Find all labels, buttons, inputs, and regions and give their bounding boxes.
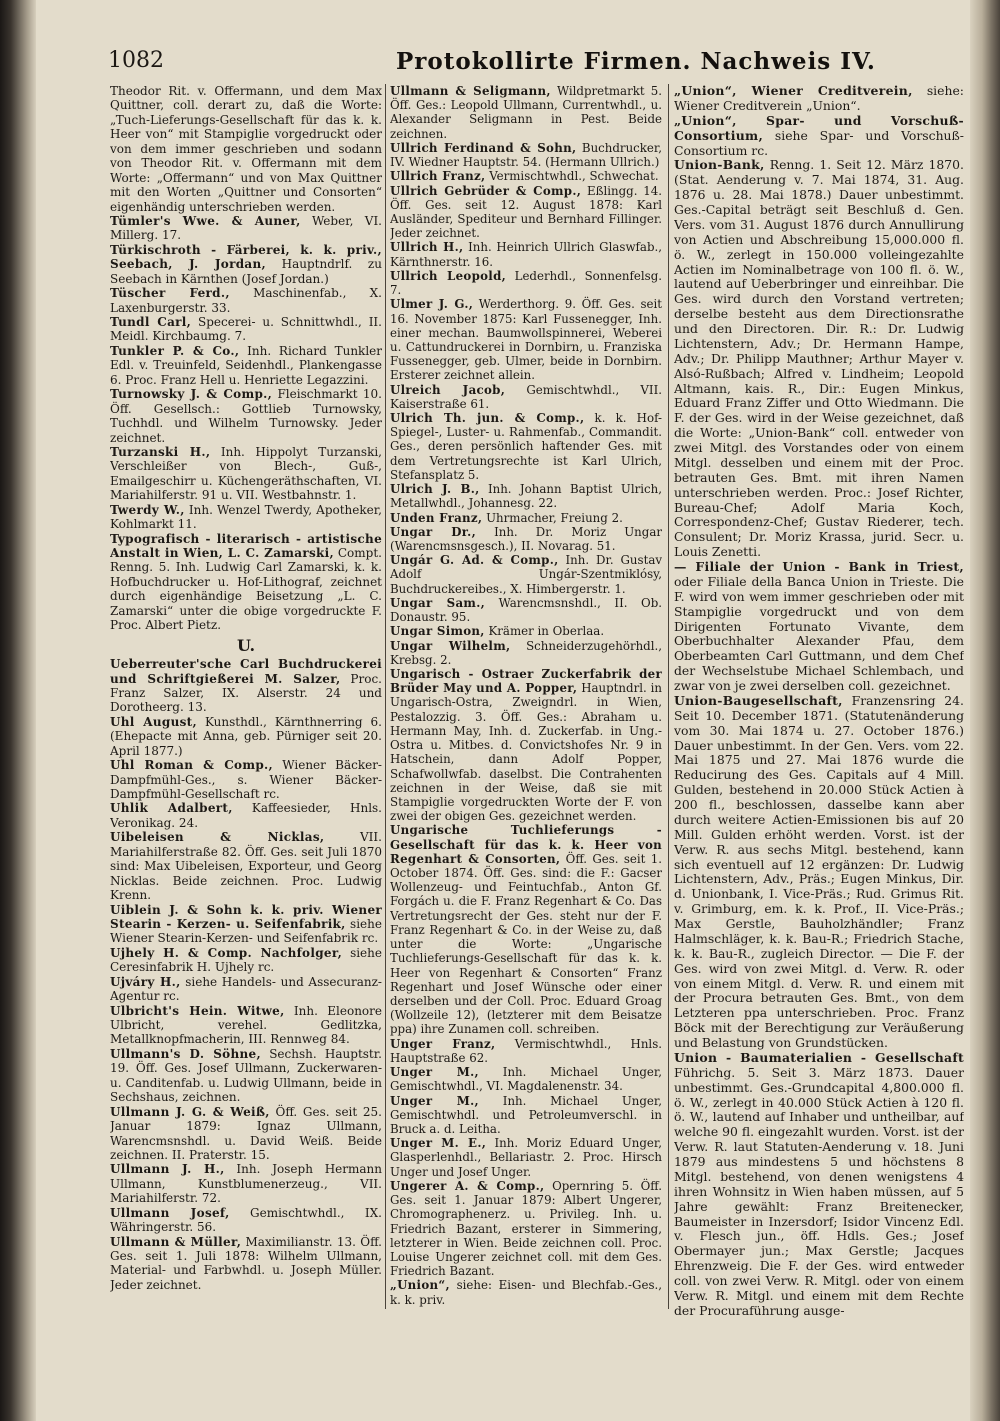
entry-text: Renng. 1. Seit 12. März 1870. (Stat. Aenderung v. 7. Mai 1874, 31. Aug. 1876 u. 28. Mai 1878.) Dauer unbestimmt. Ges.-Capital beträgt seit Beschluß d. Gen. Vers. vom 31. August 1876 durch Annullirung von Actien und Abschreibung 15,000.000 fl. ö. W., zerlegt in 150.000 volleingezahlte Actien im Nominalbetrage von 100 fl. ö. W., lautend auf Ueberbringer und einreihbar. Die Ges. wird durch den Vorstand vertreten; derselbe besteht aus dem Directionsrathe und den Directoren. Dir. R.: Dr. Ludwig Lichtenstern, Adv.; Dr. Hermann Hampe, Adv.; Dr. Philipp Mauthner; Arthur Mayer v. Alsó-Rußbach; Alfred v. Lindheim; Leopold Altmann, kais. R., Dir.: Eugen Minkus, Eduard Franz Ziffer und Otto Wiedmann. Die F. der Ges. wird in der Weise gezeichnet, daß die Worte: „Union-Bank“ coll. entweder von zwei Mitgl. des Vorstandes oder von einem Mitgl. desselben und einem mit der Proc. betrauten Ges. Bmt. mit ihren Namen unterschrieben werden. Proc.: Josef Richter, Bureau-Chef; Adolf Maria Koch, Correspondenz-Chef; Gustav Riederer, tech. Consulent; Dr. Moriz Krassa, jurid. Secr. u. Louis Zenetti. <box>674 157 964 560</box>
firm-name: Unger M., <box>390 1093 479 1108</box>
firm-name: „Union“, <box>390 1278 450 1293</box>
entry-text: Wiener Bäcker-Dampfmühl-Ges., s. Wiener Bäcker-Dampfmühl-Gesellschaft rc. <box>110 758 382 801</box>
firm-name: Ungar Simon, <box>390 624 485 639</box>
entry-text: Inh. Hippolyt Turzanski, Verschleißer von Blech-, Guß-, Emailgeschirr u. Küchengeräthschaften, VI. Mariahilferstr. 91 u. VII. Westbahnstr. 1. <box>110 444 382 503</box>
running-head: Protokollirte Firmen. Nachweis IV. <box>396 48 876 75</box>
entry-text: Hauptndrl. in Ungarisch-Ostra, Zweigndrl. in Wien, Pestalozzig. 3. Öff. Ges.: Abraham u. Hermann May, Inh. d. Zuckerfab. in Ung.-Ostra u. Mitbes. d. Convictshofes Nr. 9 in Hatschein, dann Adolf Popper, Schafwollwfab. daselbst. Die Contrahenten zeichnen in der Weise, daß sie mit Stampiglie vorgedruckten Worte der F. von zwei der obigen Ges. gezeichnet werden. <box>390 681 662 824</box>
entry-text: Sechsh. Hauptstr. 19. Öff. Ges. Josef Ullmann, Zuckerwaren- u. Canditenfab. u. Ludwig Ullmann, beide in Sechshaus, zeichnen. <box>110 1046 382 1105</box>
firm-name: Ullrich Franz, <box>390 169 486 184</box>
directory-entry <box>110 344 382 387</box>
entry-text: Führichg. 5. Seit 3. März 1873. Dauer unbestimmt. Ges.-Grundcapital 4,800.000 fl. ö. W., zerlegt in 40.000 Stück Actien à 120 fl. ö. W., lautend auf Inhaber und untheilbar, auf welche 90 fl. eingezahlt wurden. Vorst. ist der Verw. R. laut Statuten-Aenderung v. 18. Juni 1879 aus mindestens 5 und höchstens 8 Mitgl. bestehend, von denen wenigstens 4 ihren Wohnsitz in Wien haben müssen, auf 5 Jahre gewählt: Franz Breitenecker, Baumeister in Inzersdorf; Isidor Vincenz Edl. v. Flesch jun., öff. Hdls. Ges.; Josef Obermayer jun.; Max Gerstle; Jacques Ehrenzweig. Die F. der Ges. wird entweder coll. von zwei Verw. R. Mitgl. oder von einem Verw. R. Mitgl. und einem mit dem Rechte der Procuraführung ausge- <box>674 1064 964 1318</box>
directory-entry <box>110 243 382 286</box>
firm-name: Ungarische Tuchlieferungs - Gesellschaft für das k. k. Heer von Regenhart & Consorten, <box>390 823 662 866</box>
firm-name: Twerdy W., <box>110 502 185 517</box>
firm-name: Ungar Dr., <box>390 524 476 539</box>
entry-text: Theodor Rit. v. Offermann, und dem Max Quittner, coll. derart zu, daß die Worte: „Tuch-Lieferungs-Gesellschaft für das k. k. Heer von“ mit Stampiglie vorgedruckt oder von dem immer geschrieben und sodann von Theodor Rit. v. Offermann mit dem Worte: „Offermann“ und von Max Quittner mit den Worten „Quittner und Consorten“ eigenhändig unterschrieben werden. <box>110 84 382 214</box>
firm-name: Ungarisch - Ostraer Zuckerfabrik der Brüder May und A. Popper, <box>390 666 662 696</box>
directory-entry <box>110 657 382 715</box>
firm-name: Ungar Sam., <box>390 595 486 610</box>
firm-name: Ullrich Gebrüder & Comp., <box>390 183 582 198</box>
section-letter: U. <box>236 635 256 655</box>
directory-entry <box>390 1179 662 1279</box>
directory-entry <box>110 1004 382 1047</box>
entry-text: k. k. Hof-Spiegel-, Luster- u. Rahmenfab., Commandit. Ges., deren persönlich haftender Ges. mit dem Vertretungsrechte ist Karl Ulrich, Stefansplatz 5. <box>390 411 662 482</box>
directory-entry <box>390 297 662 382</box>
text-column-3 <box>674 84 964 1324</box>
entry-text: siehe Spar- und Vorschuß-Consortium rc. <box>674 127 964 158</box>
entry-text: Werderthorg. 9. Öff. Ges. seit 16. November 1875: Karl Fussenegger, Inh. einer mechan. Baumwollspinnerei, Weberei u. Cattundruckerei in Dornbirn, u. Franziska Fussenegger, geb. Ulmer, beide in Dornbirn. Ersterer zeichnet allein. <box>390 297 662 383</box>
firm-name: „Union“, Spar- und Vorschuß-Consortium, <box>674 112 964 143</box>
firm-name: Ujváry H., <box>110 974 181 989</box>
directory-entry <box>390 383 662 411</box>
page-edge <box>970 0 1000 1421</box>
directory-entry <box>390 624 662 638</box>
firm-name: Turnowsky J. & Comp., <box>110 387 273 402</box>
directory-entry <box>390 823 662 1036</box>
text-column-2 <box>390 84 662 1324</box>
firm-name: Ullrich H., <box>390 240 464 255</box>
entry-text: Inh. Heinrich Ullrich Glaswfab., Kärnthnerstr. 16. <box>390 240 662 269</box>
directory-entry <box>674 84 964 114</box>
directory-entry <box>110 387 382 445</box>
firm-name: Typografisch - literarisch - artistische Anstalt in Wien, L. C. Zamarski, <box>110 531 382 560</box>
firm-name: Ullmann's D. Söhne, <box>110 1046 261 1061</box>
entry-text: Vermischtwhdl., Hnls. Hauptstraße 62. <box>390 1036 662 1065</box>
firm-name: Uibeleisen & Nicklas, <box>110 830 325 845</box>
firm-name: Uhl Roman & Comp., <box>110 758 273 773</box>
firm-name: Ujhely H. & Comp. Nachfolger, <box>110 945 343 960</box>
firm-name: — Filiale der Union - Bank in Triest, <box>674 559 964 574</box>
directory-entry <box>674 560 964 694</box>
entry-text: Inh. Michael Unger, Gemischtwhdl., VI. Magdalenenstr. 34. <box>390 1065 662 1094</box>
entry-text: Warencmsnshdl., II. Ob. Donaustr. 95. <box>390 595 662 625</box>
page-number: 1082 <box>108 48 164 73</box>
directory-entry <box>110 715 382 758</box>
directory-entry <box>110 1047 382 1105</box>
entry-text: VII. Mariahilferstraße 82. Öff. Ges. seit Juli 1870 sind: Max Uibeleisen, Exporteur, und Georg Nicklas. Beide zeichnen. Proc. Ludwig Krenn. <box>110 830 382 903</box>
entry-text: Inh. Joseph Hermann Ullmann, Kunstblumenerzeug., VII. Mariahilferstr. 72. <box>110 1162 382 1206</box>
directory-entry <box>390 511 662 525</box>
entry-text: Franzensring 24. Seit 10. December 1871. (Statutenänderung vom 30. Mai 1874 u. 27. October 1876.) Dauer unbestimmt. In der Gen. Vers. vom 22. Mai 1875 und 27. Mai 1876 wurde die Reducirung des Ges. Capitals auf 4 Mill. Gulden, bestehend in 20.000 Stück Actien à 200 fl., beschlossen, dasselbe kann aber durch weitere Actien-Emissionen bis auf 20 Mill. Gulden erhöht werden. Vorst. ist der Verw. R. aus sechs Mitgl. bestehend, kann sich eventuell auf 12 ergänzen: Dr. Ludwig Lichtenstern, Adv., Präs.; Eugen Minkus, Dir. d. Unionbank, I. Vice-Präs.; Rud. Grimus Rit. v. Grimburg, em. k. k. Prof., II. Vice-Präs.; Max Gerstle, Bauholzhändler; Franz Halmschläger, k. k. Bau-R.; Friedrich Stache, k. k. Bau-R., zugleich Director. — Die F. der Ges. wird von zwei Mitgl. d. Verw. R. oder von einem Mitgl. d. Verw. R. und einem mit der Procura betrauten Ges. Bmt., von dem Letzteren ppa unterschrieben. Proc. Franz Böck mit der Berechtigung zur Veräußerung und Belastung von Grundstücken. <box>674 692 964 1050</box>
entry-text: Inh. Richard Tunkler Edl. v. Treuinfeld, Seidenhdl., Plankengasse 6. Proc. Franz Hell u. Henriette Legazzini. <box>110 343 382 387</box>
firm-name: Union-Bank, <box>674 157 765 173</box>
directory-entry <box>110 903 382 946</box>
entry-text: Opernring 5. Öff. Ges. seit 1. Januar 1879: Albert Ungerer, Chromographenerz. u. Privileg. Inh. u. Friedrich Bazant, ersterer in Simmering, letzterer in Wien. Beide zeichnen coll. Proc. Louise Ungerer zeichnet coll. mit dem Ges. Friedrich Bazant. <box>390 1178 662 1279</box>
firm-name: Unger Franz, <box>390 1036 496 1051</box>
directory-entry <box>110 1105 382 1163</box>
firm-name: Tunkler P. & Co., <box>110 343 240 358</box>
firm-name: Ueberreuter'sche Carl Buchdruckerei und Schriftgießerei M. Salzer, <box>110 657 382 686</box>
directory-entry <box>390 240 662 268</box>
firm-name: Unden Franz, <box>390 510 483 525</box>
entry-text: Eßlingg. 14. Öff. Ges. seit 12. August 1878: Karl Ausländer, Spediteur und Bernhard Fillinger. Jeder zeichnet. <box>390 183 662 241</box>
entry-text: Inh. Eleonore Ulbricht, verehel. Gedlitzka, Metallknopfmacherin, III. Rennweg 84. <box>110 1003 382 1047</box>
firm-name: Tundl Carl, <box>110 315 192 329</box>
directory-entry <box>390 596 662 624</box>
directory-entry <box>674 114 964 159</box>
firm-name: „Union“, Wiener Creditverein, <box>674 84 913 98</box>
entry-text: Specerei- u. Schnittwhdl., II. Meidl. Kirchbaumg. 7. <box>110 315 382 344</box>
firm-name: Ullmann & Seligmann, <box>390 84 551 98</box>
directory-entry <box>110 286 382 315</box>
firm-name: Ullrich Ferdinand & Sohn, <box>390 140 577 155</box>
entry-text: Kaffeesieder, Hnls. Veronikag. 24. <box>110 801 382 830</box>
firm-name: Uhlik Adalbert, <box>110 801 233 816</box>
firm-name: Ulrich J. B., <box>390 482 480 497</box>
firm-name: Tüscher Ferd., <box>110 286 230 301</box>
directory-entry <box>110 1162 382 1205</box>
firm-name: Uiblein J. & Sohn k. k. priv. Wiener Stearin - Kerzen- u. Seifenfabrik, <box>110 902 382 931</box>
directory-entry <box>390 1094 662 1137</box>
entry-text: Inh. Dr. Gustav Adolf Ungár-Szentmiklósy, Buchdruckereibes., X. Himbergerstr. 1. <box>390 553 662 596</box>
entry-text: siehe Wiener Stearin-Kerzen- und Seifenfabrik rc. <box>110 916 382 946</box>
directory-entry <box>110 1235 382 1293</box>
entry-text: siehe: Wiener Creditverein „Union“. <box>674 84 964 113</box>
directory-entry <box>390 411 662 482</box>
directory-entry <box>110 84 382 214</box>
entry-text: Inh. Wenzel Twerdy, Apotheker, Kohlmarkt 11. <box>110 502 382 532</box>
directory-entry <box>390 141 662 169</box>
entry-text: Inh. Johann Baptist Ulrich, Metallwhdl., Johannesg. 22. <box>390 482 662 511</box>
firm-name: Ungár G. Ad. & Comp., <box>390 553 559 568</box>
entry-text: Maximilianstr. 13. Öff. Ges. seit 1. Juli 1878: Wilhelm Ullmann, Material- und Farbwhdl. u. Joseph Müller. Jeder zeichnet. <box>110 1234 382 1292</box>
firm-name: Ullmann Josef, <box>110 1205 230 1220</box>
entry-text: Uhrmacher, Freiung 2. <box>486 510 623 525</box>
firm-name: Ullrich Leopold, <box>390 268 507 283</box>
firm-name: Unger M., <box>390 1065 479 1080</box>
directory-entry <box>390 1065 662 1093</box>
directory-entry <box>110 946 382 975</box>
entry-text: Inh. Michael Unger, Gemischtwhdl. und Petroleumverschl. in Bruck a. d. Leitha. <box>390 1093 662 1136</box>
directory-entry <box>390 1136 662 1179</box>
entry-text: Fleischmarkt 10. Öff. Gesellsch.: Gottlieb Turnowsky, Tuchhdl. und Wilhelm Turnowsky. Jeder zeichnet. <box>110 387 382 445</box>
firm-name: Uhl August, <box>110 714 197 729</box>
entry-text: Öff. Ges. seit 1. October 1874. Öff. Ges. sind: die F.: Gacser Wollenzeug- und Feintuchfab., Anton Gf. Forgách u. die F. Franz Regenhart & Co. Das Vertretungsrecht der Ges. steht nur der F. Franz Regenhart & Co. in der Weise zu, daß unter die Worte: „Ungarische Tuchlieferungs-Gesellschaft für das k. k. Heer von Regenhart & Consorten“ Franz Regenhart und Josef Wünsche oder einer derselben und der Coll. Proc. Eduard Groag (Wollzeile 12), (letzterer mit dem Beisatze ppa) ihre Zunamen coll. schreiben. <box>390 851 662 1037</box>
entry-text: oder Filiale della Banca Union in Trieste. Die F. wird von wem immer geschrieben oder mit Stampiglie vorgedruckt und von dem Dirigenten Fortunato Vivante, dem Oberbuchhalter Alexander Pfau, dem Oberbeamten Carl Guttmann, und dem Chef der Wechselstube Michael Schlembach, und zwar von je zwei derselben coll. gezeichnet. <box>674 573 964 693</box>
directory-entry <box>110 830 382 902</box>
entry-text: siehe Handels- und Assecuranz-Agentur rc. <box>110 974 382 1004</box>
firm-name: Türkischroth - Färberei, k. k. priv., Seebach, J. Jordan, <box>110 242 382 272</box>
entry-text: Wildpretmarkt 5. Öff. Ges.: Leopold Ullmann, Currentwhdl., u. Alexander Seligmann in Pest. Beide zeichnen. <box>390 84 662 141</box>
firm-name: Ungerer A. & Comp., <box>390 1178 545 1193</box>
firm-name: Union - Baumaterialien - Gesellschaft <box>674 1049 964 1065</box>
firm-name: Ullmann J. G. & Weiß, <box>110 1104 270 1119</box>
entry-text: Compt. Renng. 5. Inh. Ludwig Carl Zamarski, k. k. Hofbuchdrucker u. Hof-Lithograf, zeichnet durch eigenhändige Beisetzung „L. C. Zamarski“ unter die obige vorgedruckte F. Proc. Albert Pietz. <box>110 546 382 633</box>
firm-name: Ulrich Th. jun. & Comp., <box>390 411 585 426</box>
column-divider <box>385 84 386 1309</box>
firm-name: Ungar Wilhelm, <box>390 638 511 653</box>
directory-entry <box>110 315 382 344</box>
book-spine-shadow <box>0 0 36 1421</box>
firm-name: Tümler's Wwe. & Auner, <box>110 213 301 228</box>
directory-entry <box>390 184 662 241</box>
directory-entry <box>110 1206 382 1235</box>
firm-name: Ulreich Jacob, <box>390 382 506 397</box>
directory-entry <box>390 169 662 183</box>
entry-text: Schneiderzugehörhdl., Krebsg. 2. <box>390 638 662 667</box>
entry-text: Buchdrucker, IV. Wiedner Hauptstr. 54. (Hermann Ullrich.) <box>390 140 662 170</box>
directory-entry <box>110 532 382 633</box>
entry-text: Inh. Dr. Moriz Ungar (Warencmsnsgesch.), II. Novarag. 51. <box>390 524 662 553</box>
entry-text: Krämer in Oberlaa. <box>488 624 605 639</box>
entry-text: siehe: Eisen- und Blechfab.-Ges., k. k. priv. <box>390 1278 662 1307</box>
entry-text: Lederhdl., Sonnenfelsg. 7. <box>390 268 662 298</box>
column-divider <box>668 84 669 1309</box>
directory-entry <box>390 482 662 510</box>
directory-entry <box>390 553 662 596</box>
firm-name: Union-Baugesellschaft, <box>674 692 843 708</box>
entry-text: Proc. Franz Salzer, IX. Alserstr. 24 und Dorotheerg. 13. <box>110 671 382 715</box>
directory-entry <box>390 639 662 667</box>
directory-entry <box>390 1037 662 1065</box>
directory-entry <box>674 158 964 560</box>
directory-entry <box>390 84 662 141</box>
entry-text: Maschinenfab., X. Laxenburgerstr. 33. <box>110 286 382 315</box>
entry-text: siehe Ceresinfabrik H. Ujhely rc. <box>110 945 382 975</box>
entry-text: Gemischtwhdl., IX. Währingerstr. 56. <box>110 1205 382 1235</box>
directory-entry <box>110 214 382 243</box>
directory-entry <box>674 694 964 1051</box>
entry-text: Hauptndrlf. zu Seebach in Kärnthen (Josef Jordan.) <box>110 257 382 286</box>
page-header <box>108 48 968 82</box>
directory-entry <box>390 1278 662 1306</box>
directory-entry <box>390 667 662 823</box>
firm-name: Ullmann J. H., <box>110 1162 225 1177</box>
directory-entry <box>390 269 662 297</box>
entry-text: Inh. Moriz Eduard Unger, Glasperlenhdl., Bellariastr. 2. Proc. Hirsch Unger und Josef Unger. <box>390 1136 662 1179</box>
directory-entry <box>110 975 382 1004</box>
directory-entry <box>110 503 382 532</box>
directory-entry <box>110 758 382 801</box>
directory-entry <box>390 525 662 553</box>
entry-text: Gemischtwhdl., VII. Kaiserstraße 61. <box>390 382 662 411</box>
entry-text: Weber, VI. Millerg. 17. <box>110 213 382 243</box>
firm-name: Ulbricht's Hein. Witwe, <box>110 1003 285 1018</box>
entry-text: Öff. Ges. seit 25. Januar 1879: Ignaz Ullmann, Warencmsnshdl. u. David Weiß. Beide zeichnen. II. Praterstr. 15. <box>110 1104 382 1162</box>
firm-name: Ulmer J. G., <box>390 297 474 312</box>
firm-name: Turzanski H., <box>110 444 211 459</box>
text-column-1 <box>110 84 382 1324</box>
entry-text: Vermischtwhdl., Schwechat. <box>489 169 659 184</box>
firm-name: Unger M. E., <box>390 1136 487 1151</box>
directory-entry <box>110 445 382 503</box>
entry-text: Kunsthdl., Kärnthnerring 6. (Ehepacte mit Anna, geb. Pürniger seit 20. April 1877.) <box>110 714 382 758</box>
firm-name: Ullmann & Müller, <box>110 1234 242 1249</box>
directory-entry <box>110 801 382 830</box>
directory-entry <box>674 1051 964 1319</box>
